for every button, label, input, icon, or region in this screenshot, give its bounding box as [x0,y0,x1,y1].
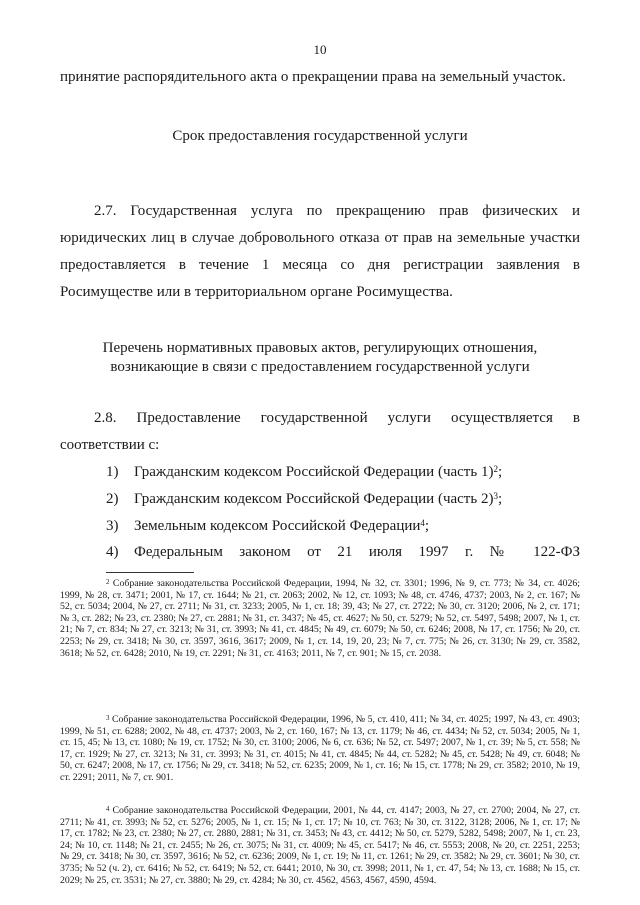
list-text: Земельным кодексом Российской Федерации$^4$; [134,518,430,534]
footnote [60,578,580,659]
footnote-ref: 3 [493,491,498,501]
footnote [60,805,580,886]
footnote-text: Собрание законодательства Российской Федерации, 1994, № 32, ст. 3301; 1996, № 9, ст. 773; № 34, ст. 4026; 1999, № 28, ст. 3471; 2001, № 17, ст. 1644; № 21, ст. 2063; 2002, № 12, ст. 1093; № 48, ст. 4746, 4737; 2003, № 2, ст. 167; № 52, ст. 5034; 2004, № 27, ст. 2711; № 31, ст. 3233; 2005, № 1, ст. 18; 39, 43; № 27, ст. 2722; № 30, ст. 3120; 2006, № 2, ст. 171; № 3, ст. 282; № 23, ст. 2380; № 27, ст. 2881; № 31, ст. 3437; № 45, ст. 4627; № 50, ст. 5279; № 52, ст. 5497, 5498; 2007, № 1, ст. 21; № 7, ст. 834; № 27, ст. 3213; № 31, ст. 3993; № 41, ст. 4845; № 49, ст. 6079; № 50, ст. 6246; 2008, № 17, ст. 1756; № 20, ст. 2253; № 29, ст. 3418; № 30, ст. 3597, 3616, 3617; 2009, № 1, ст. 14, 19, 20, 23; № 7, ст. 775; № 26, ст. 3130; № 29, ст. 3582, 3618; № 52, ст. 6428; 2010, № 19, ст. 2291; № 31, ст. 4163; 2011, № 7, ст. 901; № 15, ст. 2038. [60,578,580,659]
paragraph-line: юридических лиц в случае добровольного отказа от прав на земельные участки [60,230,580,246]
footnote [60,714,580,784]
footnote-ref: 2 [493,464,498,474]
footnote-mark: 2 [106,578,110,586]
list-number: 2) [106,491,119,507]
footnote-ref: 4 [420,518,425,528]
list-number: 3) [106,518,119,534]
footnote-text: Собрание законодательства Российской Федерации, 1996, № 5, ст. 410, 411; № 34, ст. 4025; 1997, № 43, ст. 4903; 1999, № 51, ст. 6288; 2002, № 48, ст. 4737; 2003, № 2, ст. 160, 167; № 13, ст. 1179; № 46, ст. 4434; № 52, ст. 5034; 2005, № 1, ст. 15, 45; № 13, ст. 1080; № 19, ст. 1752; № 30, ст. 3100; 2006, № 6, ст. 636; № 52, ст. 5497; 2007, № 1, ст. 39; № 5, ст. 558; № 17, ст. 1929; № 27, ст. 3213; № 31, ст. 3993; № 31, ст. 4015; № 41, ст. 4845; № 44, ст. 5282; № 45, ст. 5428; № 49, ст. 6048; № 50, ст. 6247; 2008, № 17, ст. 1756; № 29, ст. 3418; № 52, ст. 6235; 2009, № 1, ст. 16; № 15, ст. 1778; № 29, ст. 3582; 2010, № 19, ст. 2291; 2011, № 7, ст. 901. [60,714,581,783]
paragraph-line: 2.8. Предоставление государственной услуги осуществляется в [94,410,580,426]
paragraph-line: Росимуществе или в территориальном органе Росимущества. [60,284,453,300]
heading-line: Перечень нормативных правовых актов, регулирующих отношения, [102,340,538,356]
footnote-separator [106,572,194,573]
list-number: 1) [106,464,119,480]
section-heading-term: Срок предоставления государственной услуги [172,128,468,144]
list-number: 4) [106,544,119,560]
list-text: Гражданским кодексом Российской Федерации (часть 2)$^3$; [134,491,503,507]
intro-line: принятие распорядительного акта о прекращении права на земельный участок. [60,69,566,85]
page-number: 10 [313,42,327,57]
list-text: Гражданским кодексом Российской Федерации (часть 1)$^2$; [134,464,503,480]
footnote-text: Собрание законодательства Российской Федерации, 2001, № 44, ст. 4147; 2003, № 27, ст. 2700; 2004, № 27, ст. 2711; № 41, ст. 3993; № 52, ст. 5276; 2005, № 1, ст. 15; № 1, ст. 17; № 10, ст. 763; № 30, ст. 3122, 3128; 2006, № 1, ст. 17; № 17, ст. 1782; № 23, ст. 2380; № 27, ст. 2880, 2881; № 31, ст. 3453; № 43, ст. 4412; № 50, ст. 5279, 5282, 5498; 2007, № 1, ст. 23, 24; № 10, ст. 1148; № 21, ст. 2455; № 26, ст. 3075; № 31, ст. 4009; № 45, ст. 5417; № 46, ст. 5553; 2008, № 20, ст. 2251, 2253; № 29, ст. 3418; № 30, ст. 3597, 3616; № 52, ст. 6236; 2009, № 1, ст. 19; № 11, ст. 1261; № 29, ст. 3582; № 29, ст. 3601; № 30, ст. 3735; № 52 (ч. 2), ст. 6416; № 52, ст. 6419; № 52, ст. 6441; 2010, № 30, ст. 3998; 2011, № 1, ст. 47, 54; № 13, ст. 1688; № 15, ст. 2029; № 25, ст. 3531; № 27, ст. 3880; № 29, ст. 4284; № 30, ст. 4562, 4563, 4567, 4590, 4594. [60,805,580,886]
list-text: Федеральным законом от 21 июля 1997 г. № 122-ФЗ [134,544,580,560]
paragraph-line: предоставляется в течение 1 месяца со дня регистрации заявления в [60,257,580,273]
heading-line: возникающие в связи с предоставлением государственной услуги [110,359,530,375]
paragraph-line: 2.7. Государственная услуга по прекращению прав физических и [94,203,580,219]
paragraph-line: соответствии с: [60,437,160,453]
footnote-mark: 4 [106,805,110,813]
footnote-mark: 3 [106,714,110,722]
